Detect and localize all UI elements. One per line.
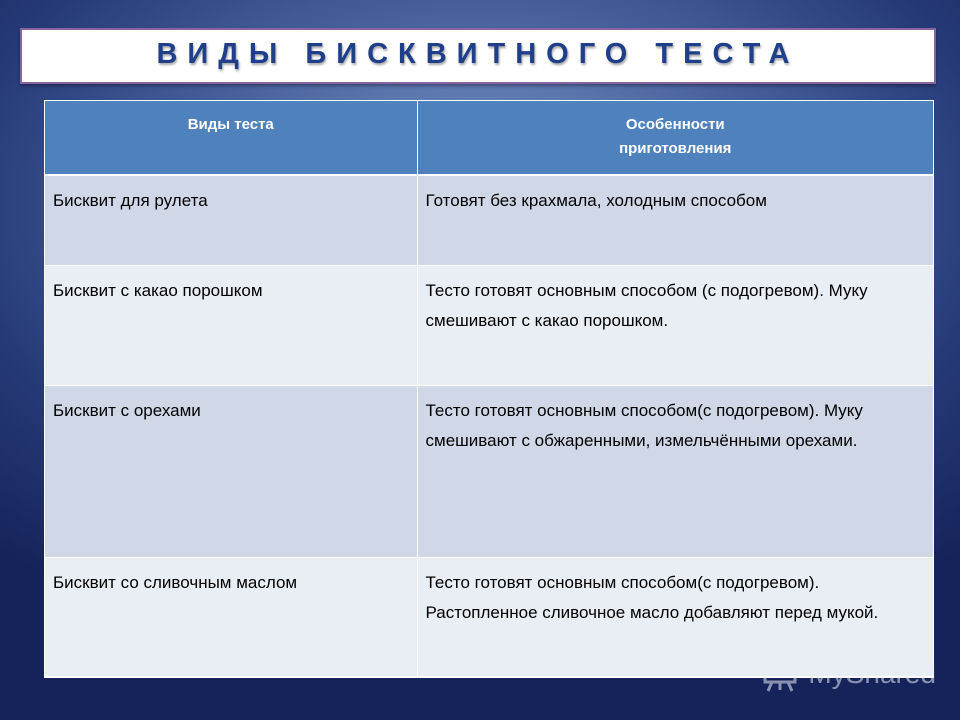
header-cell-type: Виды теста <box>45 101 417 175</box>
cell-features: Тесто готовят основным способом(с подогревом). Растопленное сливочное масло добавляют перед мукой. <box>417 557 933 677</box>
cell-features: Готовят без крахмала, холодным способом <box>417 175 933 265</box>
presentation-board-icon <box>762 656 802 692</box>
table-container <box>44 100 934 678</box>
title-box <box>20 28 936 84</box>
biscuit-types-table <box>45 101 933 677</box>
table-row <box>45 385 933 557</box>
table-row <box>45 175 933 265</box>
watermark-text: MyShared <box>808 658 936 689</box>
cell-type: Бисквит с какао порошком <box>45 265 417 385</box>
watermark <box>762 656 936 692</box>
cell-features: Тесто готовят основным способом(с подогревом). Муку смешивают с обжаренными, измельчёнными орехами. <box>417 385 933 557</box>
table-row <box>45 265 933 385</box>
header-cell-features: Особенности приготовления <box>417 101 933 175</box>
slide-title: ВИДЫ БИСКВИТНОГО ТЕСТА <box>156 37 800 70</box>
cell-type: Бисквит с орехами <box>45 385 417 557</box>
cell-type: Бисквит для рулета <box>45 175 417 265</box>
cell-type: Бисквит со сливочным маслом <box>45 557 417 677</box>
table-header-row <box>45 101 933 175</box>
cell-features: Тесто готовят основным способом (с подогревом). Муку смешивают с какао порошком. <box>417 265 933 385</box>
